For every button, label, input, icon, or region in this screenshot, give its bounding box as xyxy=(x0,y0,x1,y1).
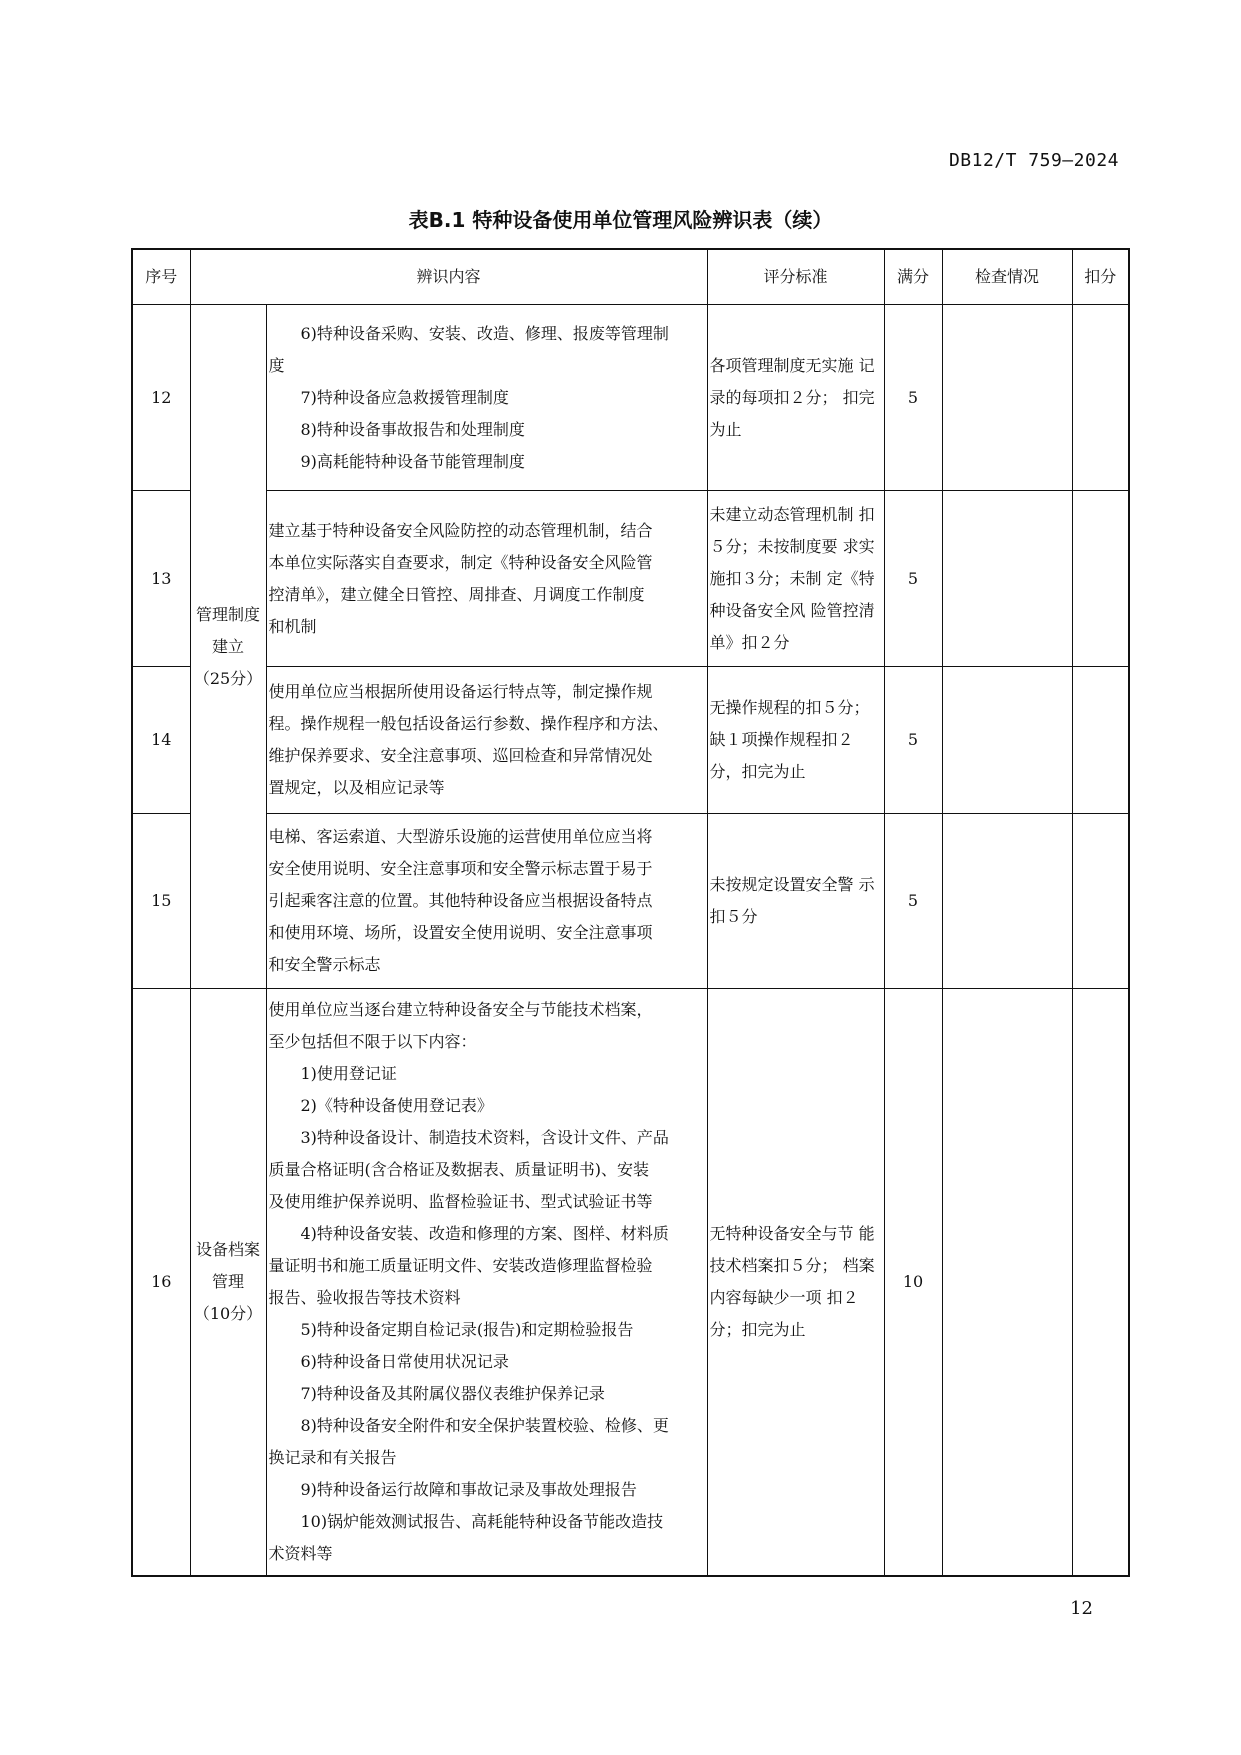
content-line: 1)使用登记证 xyxy=(300,1063,397,1083)
deduct-cell xyxy=(1072,814,1129,989)
table-row xyxy=(132,667,1129,814)
standard-line: 扣５分；未按制度要 xyxy=(709,504,875,556)
content-line: 报告、验收报告等技术资料 xyxy=(268,1287,461,1307)
standard-line: 示扣５分 xyxy=(709,875,875,926)
content-line: 7)特种设备及其附属仪器仪表维护保养记录 xyxy=(300,1383,605,1403)
check-cell xyxy=(942,814,1072,989)
standard-line: 定《特种设备安全风 xyxy=(709,568,875,620)
document-number: DB12/T 759—2024 xyxy=(948,150,1119,171)
content-line: 建立基于特种设备安全风险防控的动态管理机制，结合 xyxy=(268,520,653,540)
content-cell xyxy=(266,989,707,1576)
content-line: 至少包括但不限于以下内容： xyxy=(268,1031,477,1051)
check-cell xyxy=(942,989,1072,1576)
content-line: 度 xyxy=(268,355,285,375)
content-line: 9)高耗能特种设备节能管理制度 xyxy=(300,451,525,471)
content-line: 换记录和有关报告 xyxy=(268,1447,397,1467)
group-points: （10分） xyxy=(193,1303,263,1323)
standard-line: 档案内容每缺少一项 xyxy=(709,1255,875,1307)
full-score: 5 xyxy=(884,305,942,491)
content-line: 质量合格证明(含合格证及数据表、质量证明书)、安装 xyxy=(268,1159,649,1179)
content-line: 及使用维护保养说明、监督检验证书、型式试验证书等 xyxy=(268,1191,653,1211)
row-number: 12 xyxy=(132,305,190,491)
standard-line: 记录的每项扣２分； xyxy=(709,355,875,407)
standard-cell xyxy=(707,305,884,491)
col-header-check: 检查情况 xyxy=(942,249,1072,305)
content-line: 2)《特种设备使用登记表》 xyxy=(300,1095,493,1115)
group-cell xyxy=(190,305,266,989)
check-cell xyxy=(942,305,1072,491)
content-line: 安全使用说明、安全注意事项和安全警示标志置于易于 xyxy=(268,859,653,878)
standard-cell xyxy=(707,989,884,1576)
standard-line: 险管控清单》扣２分 xyxy=(709,600,875,652)
content-line: 控清单》，建立健全日管控、周排查、月调度工作制度 xyxy=(268,584,645,604)
content-line: 和机制 xyxy=(268,616,317,636)
deduct-cell xyxy=(1072,491,1129,667)
deduct-cell xyxy=(1072,305,1129,491)
standard-line: 分，扣完为止 xyxy=(709,762,806,781)
table-row xyxy=(132,814,1129,989)
row-number: 15 xyxy=(132,814,190,989)
group-name: 建立 xyxy=(211,636,244,656)
content-line: 5)特种设备定期自检记录(报告)和定期检验报告 xyxy=(300,1319,634,1339)
full-score: 5 xyxy=(884,667,942,814)
standard-line: 未按规定设置安全警 xyxy=(709,875,854,894)
table-title: 表B.1 特种设备使用单位管理风险辨识表（续） xyxy=(408,208,833,232)
standard-cell xyxy=(707,667,884,814)
content-line: 10)锅炉能效测试报告、高耗能特种设备节能改造技 xyxy=(300,1511,664,1531)
row-number: 13 xyxy=(132,491,190,667)
standard-line: 扣２分；扣完为止 xyxy=(709,1287,859,1339)
table-row xyxy=(132,491,1129,667)
standard-line: 无操作规程的扣５分； xyxy=(709,698,870,717)
standard-line: 各项管理制度无实施 xyxy=(709,355,854,375)
standard-line: 求实施扣３分；未制 xyxy=(709,536,875,588)
group-name: 管理 xyxy=(211,1271,244,1291)
table-row xyxy=(132,989,1129,1576)
content-line: 6)特种设备日常使用状况记录 xyxy=(300,1351,509,1371)
content-line: 4)特种设备安装、改造和修理的方案、图样、材料质 xyxy=(300,1223,669,1243)
content-line: 使用单位应当根据所使用设备运行特点等，制定操作规 xyxy=(268,682,653,701)
content-cell xyxy=(266,491,707,667)
col-header-no: 序号 xyxy=(132,249,190,305)
content-line: 置规定，以及相应记录等 xyxy=(268,778,445,797)
check-cell xyxy=(942,491,1072,667)
content-line: 维护保养要求、安全注意事项、巡回检查和异常情况处 xyxy=(268,746,653,765)
content-line: 8)特种设备安全附件和安全保护装置校验、检修、更 xyxy=(300,1415,669,1435)
deduct-cell xyxy=(1072,989,1129,1576)
col-header-deduct: 扣分 xyxy=(1072,249,1129,305)
standard-line: 缺１项操作规程扣２ xyxy=(709,730,854,749)
check-cell xyxy=(942,667,1072,814)
content-line: 引起乘客注意的位置。其他特种设备应当根据设备特点 xyxy=(268,891,653,910)
table-row xyxy=(132,305,1129,491)
content-cell xyxy=(266,305,707,491)
deduct-cell xyxy=(1072,667,1129,814)
content-line: 和安全警示标志 xyxy=(268,955,381,974)
standard-line: 未建立动态管理机制 xyxy=(709,504,854,524)
content-line: 6)特种设备采购、安装、改造、修理、报废等管理制 xyxy=(300,323,669,343)
risk-identification-table xyxy=(131,248,1130,1577)
content-line: 电梯、客运索道、大型游乐设施的运营使用单位应当将 xyxy=(268,827,653,846)
standard-line: 能技术档案扣５分； xyxy=(709,1223,875,1275)
standard-cell xyxy=(707,491,884,667)
standard-line: 无特种设备安全与节 xyxy=(709,1223,854,1243)
group-points: （25分） xyxy=(193,668,263,688)
group-name: 设备档案 xyxy=(195,1239,260,1259)
group-name: 管理制度 xyxy=(195,604,260,624)
row-number: 16 xyxy=(132,989,190,1576)
content-cell xyxy=(266,667,707,814)
header-row xyxy=(132,249,1129,305)
col-header-standard: 评分标准 xyxy=(707,249,884,305)
content-line: 量证明书和施工质量证明文件、安装改造修理监督检验 xyxy=(268,1255,653,1275)
content-cell xyxy=(266,814,707,989)
full-score: 5 xyxy=(884,491,942,667)
full-score: 10 xyxy=(884,989,942,1576)
standard-cell xyxy=(707,814,884,989)
content-line: 8)特种设备事故报告和处理制度 xyxy=(300,419,525,439)
content-line: 本单位实际落实自查要求，制定《特种设备安全风险管 xyxy=(268,552,653,572)
content-line: 使用单位应当逐台建立特种设备安全与节能技术档案， xyxy=(268,999,653,1019)
content-line: 和使用环境、场所，设置安全使用说明、安全注意事项 xyxy=(268,923,653,942)
content-line: 9)特种设备运行故障和事故记录及事故处理报告 xyxy=(300,1479,637,1499)
content-line: 7)特种设备应急救援管理制度 xyxy=(300,387,509,407)
page-number: 12 xyxy=(1070,1598,1093,1619)
row-number: 14 xyxy=(132,667,190,814)
group-cell xyxy=(190,989,266,1576)
content-line: 程。操作规程一般包括设备运行参数、操作程序和方法、 xyxy=(268,714,669,733)
col-header-full: 满分 xyxy=(884,249,942,305)
standard-line: 扣完为止 xyxy=(709,387,875,439)
full-score: 5 xyxy=(884,814,942,989)
col-header-content: 辨识内容 xyxy=(190,249,707,305)
content-line: 3)特种设备设计、制造技术资料，含设计文件、产品 xyxy=(300,1127,669,1147)
content-line: 术资料等 xyxy=(268,1543,333,1563)
